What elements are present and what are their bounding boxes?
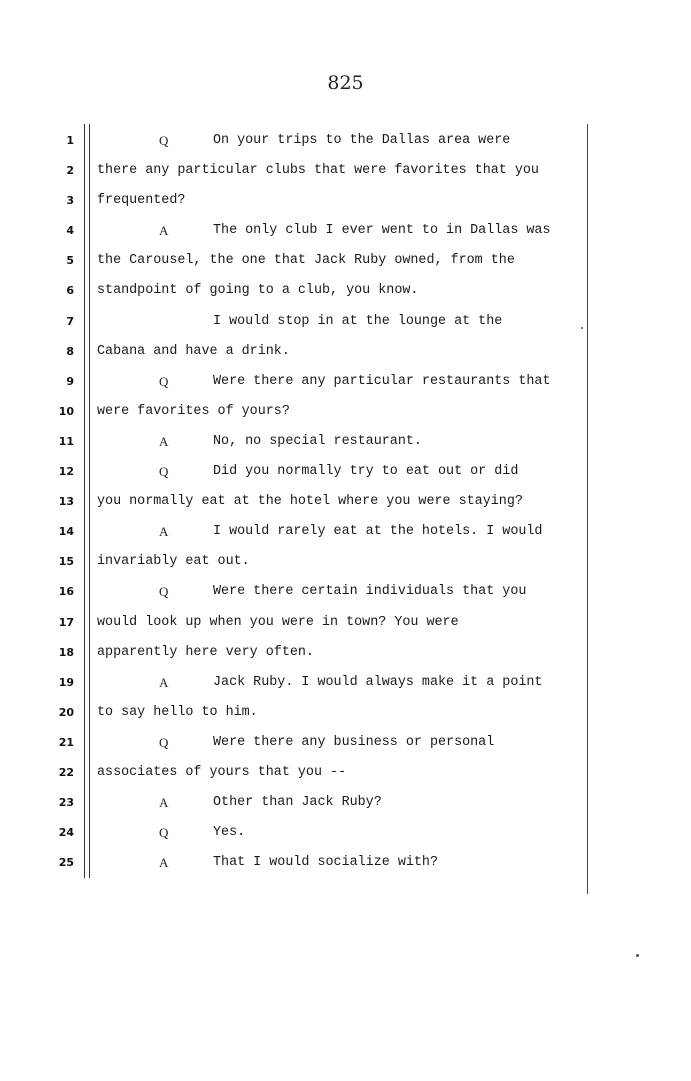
line-text: the Carousel, the one that Jack Ruby owned, from the xyxy=(97,253,515,269)
answer-marker: A xyxy=(159,855,169,871)
line-number: 7 xyxy=(66,314,74,328)
line-number: 3 xyxy=(66,194,74,208)
transcript-line xyxy=(0,668,691,698)
line-number: 10 xyxy=(58,404,74,418)
line-number: 9 xyxy=(66,374,74,388)
line-text: standpoint of going to a club, you know. xyxy=(97,283,419,299)
transcript-line xyxy=(0,276,691,306)
transcript-line xyxy=(0,156,691,186)
line-text: would look up when you were in town? You were xyxy=(97,614,459,630)
line-text: That I would socialize with? xyxy=(213,855,438,871)
line-number: 17 xyxy=(58,615,74,629)
transcript-line xyxy=(0,848,691,878)
line-number: 25 xyxy=(58,856,74,870)
line-text: Did you normally try to eat out or did xyxy=(213,464,519,480)
answer-marker: A xyxy=(159,433,169,449)
line-number: 24 xyxy=(58,826,74,840)
transcript-line xyxy=(0,517,691,547)
question-marker: Q xyxy=(159,373,169,389)
question-marker: Q xyxy=(159,464,169,480)
line-text: On your trips to the Dallas area were xyxy=(213,133,511,148)
transcript-line xyxy=(0,547,691,577)
line-number: 20 xyxy=(58,705,74,719)
question-marker: Q xyxy=(159,133,169,148)
page-number: 825 xyxy=(327,72,364,94)
transcript-line xyxy=(0,397,691,427)
transcript-line xyxy=(0,186,691,216)
transcript-line xyxy=(0,126,691,156)
line-text: to say hello to him. xyxy=(97,704,258,720)
transcript-line xyxy=(0,608,691,638)
transcript-line xyxy=(0,818,691,848)
transcript-line xyxy=(0,216,691,246)
transcript-line xyxy=(0,788,691,818)
transcript-line xyxy=(0,246,691,276)
line-number: 2 xyxy=(66,164,74,178)
transcript-line xyxy=(0,487,691,517)
line-number: 11 xyxy=(58,434,74,448)
transcript-line xyxy=(0,337,691,367)
line-number: 13 xyxy=(58,495,74,509)
line-number: 21 xyxy=(58,735,74,749)
line-number: 4 xyxy=(66,224,74,238)
line-text: Were there any particular restaurants that xyxy=(213,373,551,389)
transcript-line xyxy=(0,638,691,668)
line-text: Were there certain individuals that you xyxy=(213,584,527,600)
line-number: 6 xyxy=(66,284,74,298)
question-marker: Q xyxy=(159,734,169,750)
transcript-line xyxy=(0,698,691,728)
answer-marker: A xyxy=(159,223,169,239)
line-text: I would rarely eat at the hotels. I would xyxy=(213,524,543,540)
line-text: there any particular clubs that were favorites that you xyxy=(97,163,539,179)
line-number: 18 xyxy=(58,645,74,659)
line-text: I would stop in at the lounge at the xyxy=(213,313,503,329)
line-text: No, no special restaurant. xyxy=(213,433,422,449)
line-text: Yes. xyxy=(213,825,246,841)
transcript-line xyxy=(0,427,691,457)
question-marker: Q xyxy=(159,584,169,600)
scan-speck xyxy=(636,954,639,957)
answer-marker: A xyxy=(159,524,169,540)
line-text: apparently here very often. xyxy=(97,644,314,660)
transcript-line xyxy=(0,577,691,607)
line-number: 23 xyxy=(58,796,74,810)
line-text: invariably eat out. xyxy=(97,554,250,570)
line-number: 5 xyxy=(66,254,74,268)
line-text: Jack Ruby. I would always make it a point xyxy=(213,674,543,690)
line-number: 14 xyxy=(58,525,74,539)
line-text: Other than Jack Ruby? xyxy=(213,795,382,811)
line-text: were favorites of yours? xyxy=(97,403,290,419)
line-number: 15 xyxy=(58,555,74,569)
line-number: 8 xyxy=(66,344,74,358)
line-number: 12 xyxy=(58,465,74,479)
scan-speck xyxy=(581,327,583,329)
answer-marker: A xyxy=(159,795,169,811)
line-text: frequented? xyxy=(97,193,186,209)
transcript-line xyxy=(0,367,691,397)
line-number: 22 xyxy=(58,765,74,779)
line-number: 16 xyxy=(58,585,74,599)
question-marker: Q xyxy=(159,825,169,841)
line-text: Were there any business or personal xyxy=(213,734,495,750)
line-text: Cabana and have a drink. xyxy=(97,343,290,359)
line-number: 19 xyxy=(58,675,74,689)
transcript-line xyxy=(0,307,691,337)
transcript-lines xyxy=(0,126,691,878)
line-text: you normally eat at the hotel where you were staying? xyxy=(97,494,523,510)
answer-marker: A xyxy=(159,674,169,690)
line-number: 1 xyxy=(66,134,74,147)
transcript-line xyxy=(0,728,691,758)
transcript-line xyxy=(0,758,691,788)
line-text: The only club I ever went to in Dallas was xyxy=(213,223,551,239)
line-text: associates of yours that you -- xyxy=(97,764,347,780)
transcript-line xyxy=(0,457,691,487)
